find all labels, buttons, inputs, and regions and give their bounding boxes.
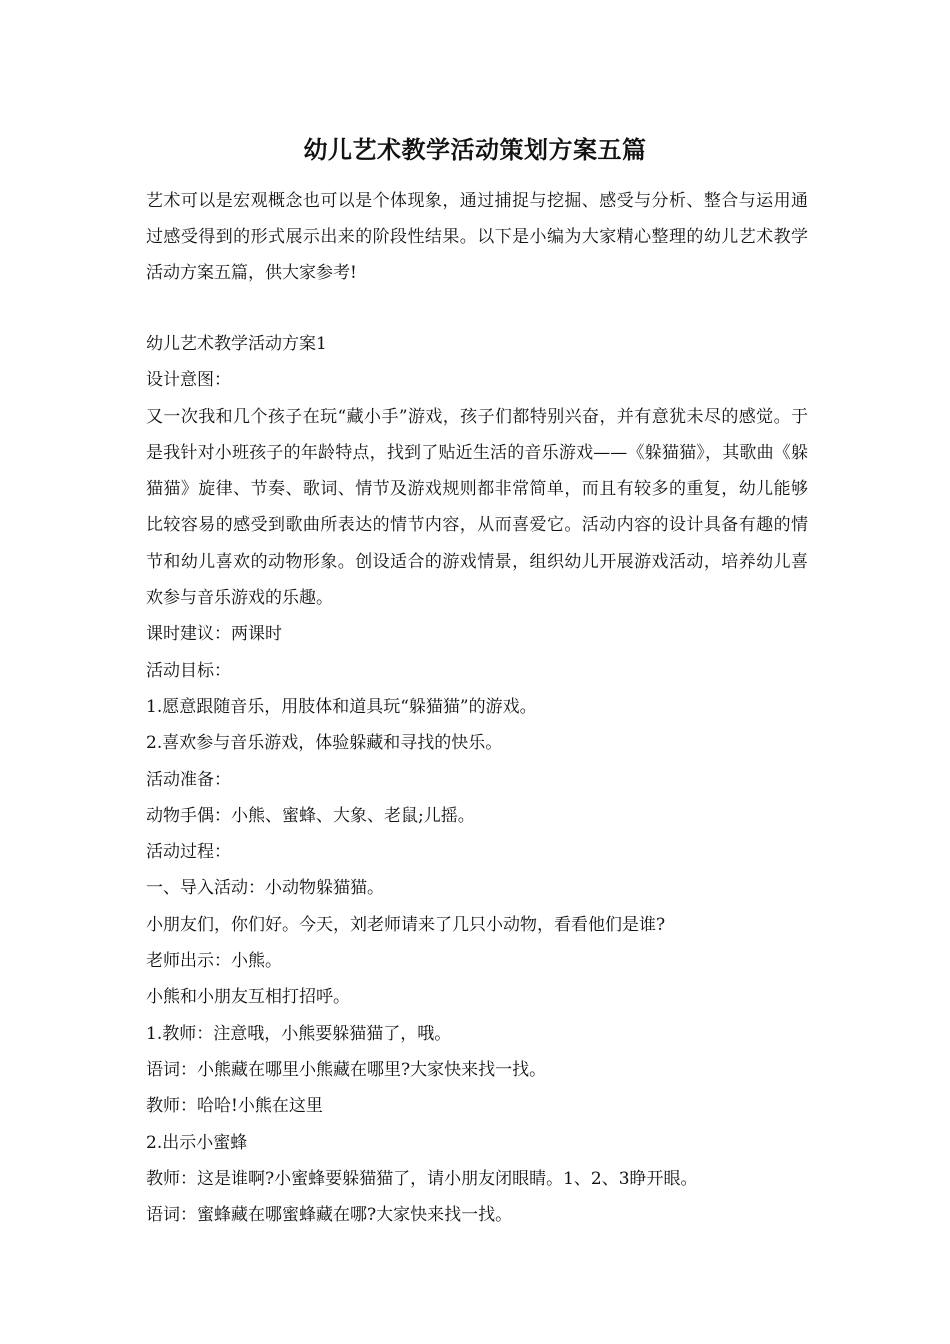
process-line: 教师：哈哈!小熊在这里 xyxy=(146,1096,323,1117)
process-step-heading: 一、导入活动：小动物躲猫猫。 xyxy=(146,878,384,899)
process-line: 语词：小熊藏在哪里小熊藏在哪里?大家快来找一找。 xyxy=(146,1059,547,1080)
design-intent-label: 设计意图： xyxy=(146,370,231,391)
process-label: 活动过程： xyxy=(146,842,231,863)
document-title: 幼儿艺术教学活动策划方案五篇 xyxy=(303,135,647,164)
section-1 xyxy=(146,326,808,1233)
process-line: 语词：蜜蜂藏在哪蜜蜂藏在哪?大家快来找一找。 xyxy=(146,1205,513,1226)
goal-item: 1.愿意跟随音乐，用肢体和道具玩“躲猫猫”的游戏。 xyxy=(146,696,537,717)
intro-paragraph: 艺术可以是宏观概念也可以是个体现象，通过捕捉与挖掘、感受与分析、整合与运用通过感受得到的形式展示出来的阶段性结果。以下是小编为大家精心整理的幼儿艺术教学活动方案五篇，供大家参考! xyxy=(146,191,808,283)
lesson-suggestion: 课时建议：两课时 xyxy=(146,624,282,645)
section-heading: 幼儿艺术教学活动方案1 xyxy=(146,334,327,354)
process-line: 1.教师：注意哦，小熊要躲猫猫了，哦。 xyxy=(146,1023,452,1044)
preparation-text: 动物手偶：小熊、蜜蜂、大象、老鼠;儿摇。 xyxy=(146,805,475,826)
process-line: 老师出示：小熊。 xyxy=(146,951,282,972)
design-intent-paragraph: 又一次我和几个孩子在玩“藏小手”游戏，孩子们都特别兴奋，并有意犹未尽的感觉。于是我针对小班孩子的年龄特点，找到了贴近生活的音乐游戏——《躲猫猫》，其歌曲《躲猫猫》旋律、节奏、歌词、情节及游戏规则都非常简单，而且有较多的重复，幼儿能够比较容易的感受到歌曲所表达的情节内容，从而喜爱它。活动内容的设计具备有趣的情节和幼儿喜欢的动物形象。创设适合的游戏情景，组织幼儿开展游戏活动，培养幼儿喜欢参与音乐游戏的乐趣。 xyxy=(146,406,808,609)
process-line: 教师：这是谁啊?小蜜蜂要躲猫猫了，请小朋友闭眼睛。1、2、3睁开眼。 xyxy=(146,1168,698,1189)
process-line: 小朋友们，你们好。今天，刘老师请来了几只小动物，看看他们是谁? xyxy=(146,914,666,935)
preparation-label: 活动准备： xyxy=(146,769,231,790)
process-line: 2.出示小蜜蜂 xyxy=(146,1132,248,1153)
process-line: 小熊和小朋友互相打招呼。 xyxy=(146,987,350,1008)
goals-label: 活动目标： xyxy=(146,660,231,681)
goal-item: 2.喜欢参与音乐游戏，体验躲藏和寻找的快乐。 xyxy=(146,733,503,754)
